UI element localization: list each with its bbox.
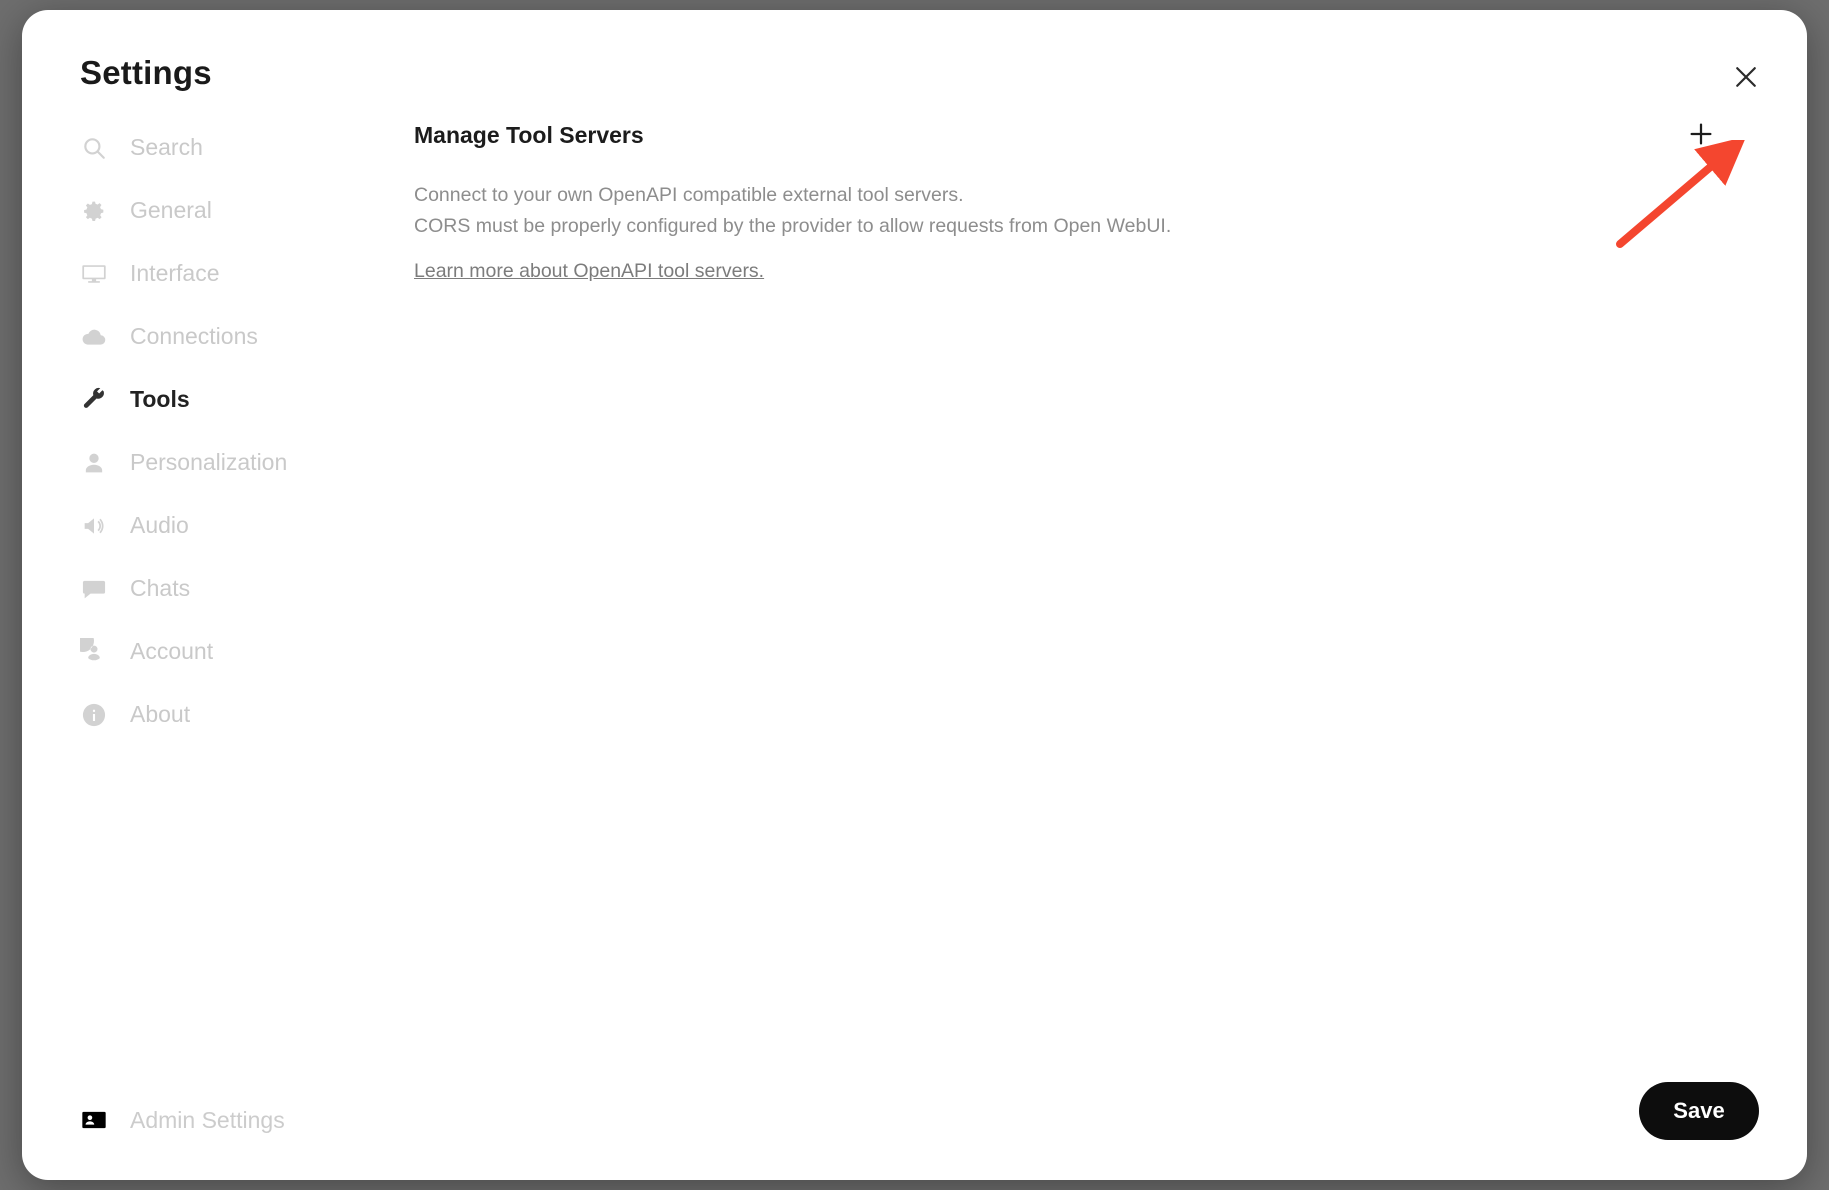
sidebar-item-label: Account [130,638,214,664]
settings-sidebar [70,124,370,1124]
settings-modal [22,10,1807,1180]
sidebar-item-label: Interface [130,260,220,286]
info-circle-icon [78,699,110,731]
sidebar-item-label: Audio [130,512,189,538]
sidebar-item-label: Admin Settings [130,1106,285,1133]
wrench-icon [78,384,110,416]
sidebar-item-tools[interactable] [70,376,370,423]
cloud-icon [78,321,110,353]
user-circle-icon [78,636,110,668]
sidebar-item-account[interactable] [70,628,370,675]
sidebar-item-about[interactable] [70,691,370,738]
sidebar-item-search[interactable] [70,124,370,171]
tools-settings-panel [414,122,1747,283]
description-line-1: Connect to your own OpenAPI compatible external tool servers. [414,184,964,206]
chat-bubble-icon [78,573,110,605]
sidebar-item-admin-settings[interactable] [78,1104,285,1136]
sidebar-item-label: General [130,197,212,223]
sidebar-item-label: Tools [130,386,190,412]
id-card-icon [78,1104,110,1136]
search-icon [78,132,110,164]
section-description [414,180,1747,242]
sidebar-item-audio[interactable] [70,502,370,549]
sidebar-item-label: Chats [130,575,191,601]
person-icon [78,447,110,479]
page-title: Settings [80,54,212,91]
gear-icon [78,195,110,227]
description-line-2: CORS must be properly configured by the provider to allow requests from Open WebUI. [414,215,1172,237]
sidebar-item-personalization[interactable] [70,439,370,486]
sidebar-item-label: About [130,701,191,727]
sidebar-item-connections[interactable] [70,313,370,360]
sidebar-item-label: Search [130,134,203,160]
sidebar-item-chats[interactable] [70,565,370,612]
sidebar-item-interface[interactable] [70,250,370,297]
section-header [414,122,1747,154]
section-title: Manage Tool Servers [414,122,644,148]
sidebar-item-label: Connections [130,323,258,349]
save-button[interactable]: Save [1639,1082,1759,1140]
add-tool-server-button[interactable] [1681,114,1721,154]
monitor-icon [78,258,110,290]
learn-more-link[interactable]: Learn more about OpenAPI tool servers. [414,260,765,282]
speaker-icon [78,510,110,542]
sidebar-item-general[interactable] [70,187,370,234]
sidebar-item-label: Personalization [130,449,288,475]
close-icon[interactable] [1727,58,1765,96]
